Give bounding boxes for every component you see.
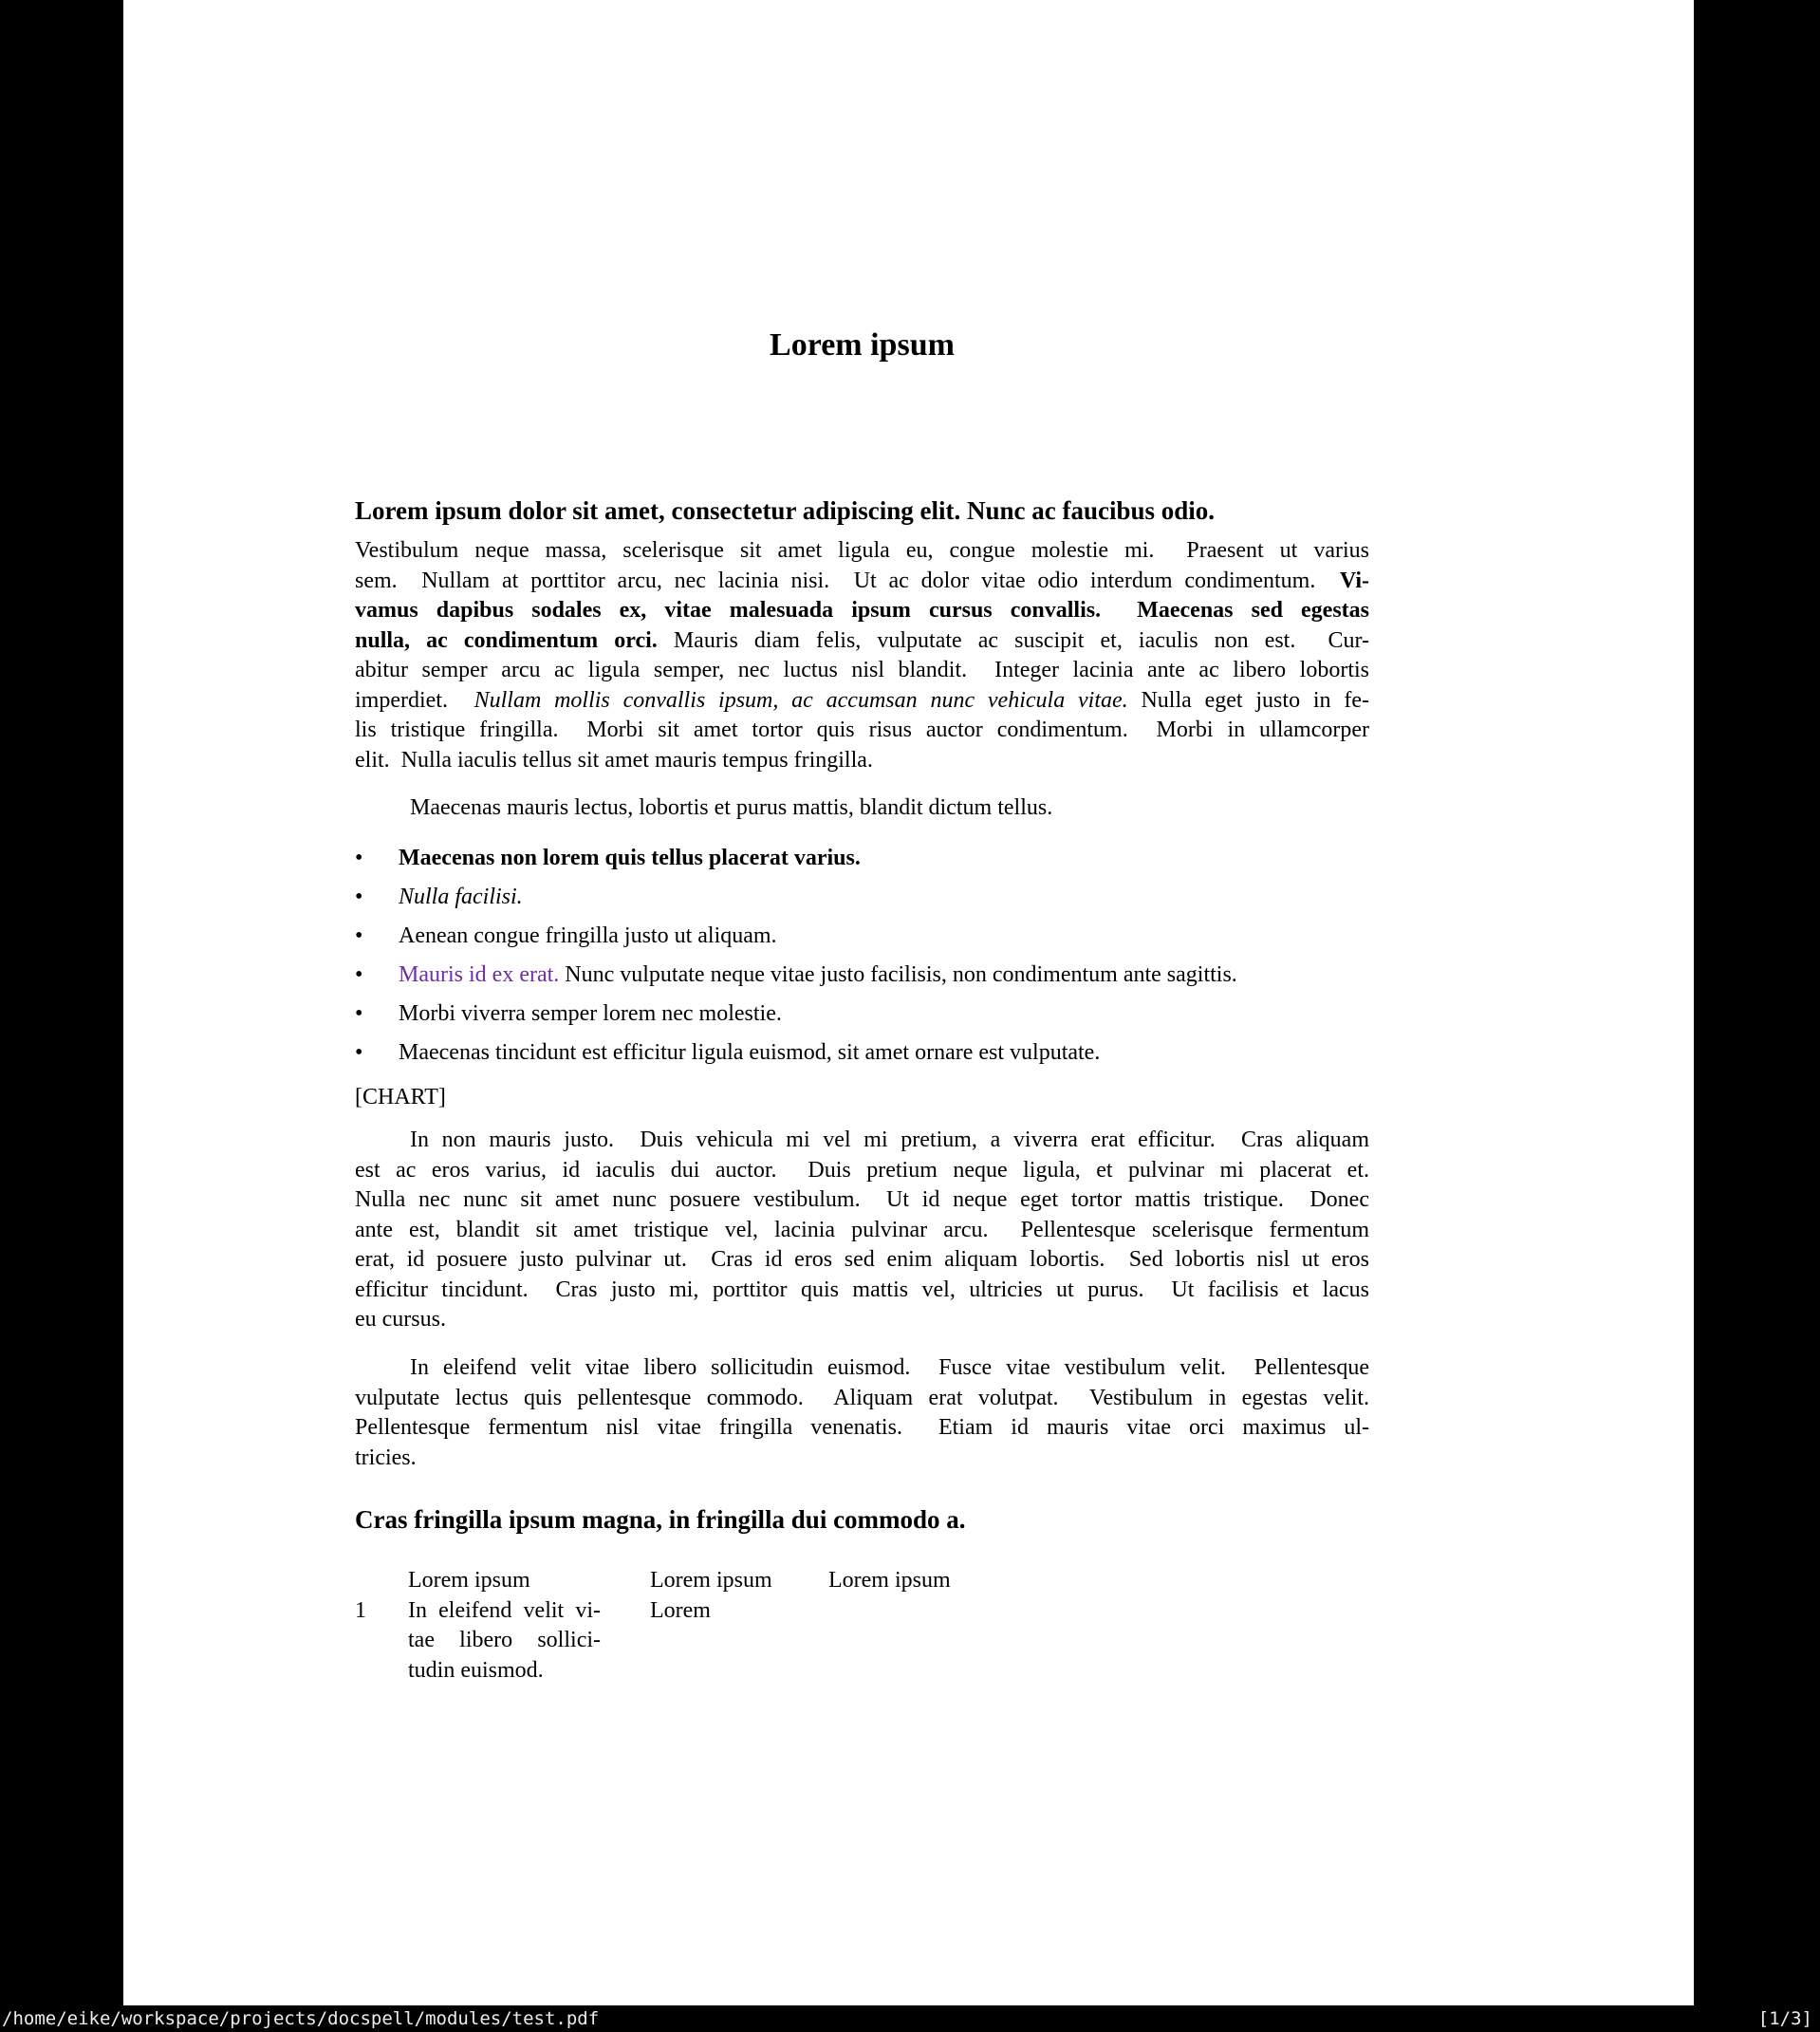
text-segment: imperdiet. [355, 687, 474, 713]
text-line: eu cursus. [355, 1307, 446, 1332]
text-line: tudin euismod. [408, 1657, 544, 1683]
text-line: lis tristique fringilla. Morbi sit amet tortor quis risus auctor condimentum. Morbi in ullamcorper [355, 718, 1369, 742]
text-segment: Nulla facilisi. [399, 885, 523, 909]
text-line: est ac eros varius, id iaculis dui auctor. Duis pretium neque ligula, et pulvinar mi placerat et. [355, 1157, 1369, 1183]
text-line: elit. Nulla iaculis tellus sit amet mauris tempus fringilla. [355, 747, 873, 773]
text-line: ante est, blandit sit amet tristique vel, lacinia pulvinar arcu. Pellentesque scelerisque fermentum [355, 1217, 1369, 1242]
bullet-list [355, 844, 1369, 1077]
text-segment: Nulla eget justo in fe- [1141, 687, 1369, 713]
text-segment: Mauris diam felis, vulputate ac suscipit et, iaculis non est. Cur- [673, 627, 1370, 653]
table-header-col4: Lorem ipsum [828, 1568, 951, 1593]
list-item [355, 960, 1369, 991]
table-cell-col4 [828, 1596, 1369, 1687]
paragraph-3 [355, 1353, 1369, 1473]
text-segment: Morbi viverra semper lorem nec molestie. [399, 1001, 782, 1026]
list-item-text [399, 1038, 1369, 1069]
document-title: Lorem ipsum [770, 327, 955, 363]
section-heading-1: Lorem ipsum dolor sit amet, consectetur adipiscing elit. Nunc ac faucibus odio. [355, 496, 1216, 525]
text-line: In eleifend velit vi- [408, 1597, 601, 1623]
text-line: efficitur tincidunt. Cras justo mi, porttitor quis mattis vel, ultricies ut purus. Ut facilisis et lacus [355, 1277, 1369, 1302]
text-line [355, 596, 1369, 626]
text-line: In non mauris justo. Duis vehicula mi vel mi pretium, a viverra erat efficitur. Cras aliquam [410, 1128, 1369, 1152]
text-segment: Nullam mollis convallis ipsum, ac accumsan nunc vehicula vitae. [474, 687, 1142, 713]
paragraph-2 [355, 1126, 1369, 1335]
text-line: Maecenas mauris lectus, lobortis et purus mattis, blandit dictum tellus. [410, 795, 1053, 820]
table-header-col3: Lorem ipsum [650, 1568, 772, 1593]
bullet-icon: • [355, 1001, 363, 1026]
text-line [355, 626, 1369, 657]
section-heading-2: Cras fringilla ipsum magna, in fringilla dui commodo a. [355, 1505, 966, 1534]
data-table [355, 1566, 1369, 1686]
list-item [355, 999, 1369, 1030]
text-line: tae libero sollici- [408, 1628, 601, 1652]
list-item [355, 922, 1369, 952]
list-item [355, 844, 1369, 874]
text-segment: Aenean congue fringilla justo ut aliquam. [399, 923, 777, 948]
table-header-col2: Lorem ipsum [408, 1568, 530, 1593]
text-line: vulputate lectus quis pellentesque commodo. Aliquam erat volutpat. Vestibulum in egestas velit. [355, 1385, 1369, 1410]
text-segment: Maecenas non lorem quis tellus placerat varius. [399, 846, 861, 870]
table-cell-col3: Lorem [650, 1597, 711, 1623]
table-row-number: 1 [355, 1597, 366, 1623]
text-segment: vamus dapibus sodales ex, vitae malesuada ipsum cursus convallis. Maecenas sed egestas [355, 598, 1369, 623]
list-item-text [399, 922, 1369, 952]
text-segment: nulla, ac condimentum orci. [355, 627, 674, 653]
indented-line [355, 793, 1369, 824]
text-segment: Maecenas tincidunt est efficitur ligula euismod, sit amet ornare est vulputate. [399, 1040, 1101, 1065]
document-page[interactable] [123, 0, 1694, 2005]
paragraph-1 [355, 536, 1369, 775]
chart-placeholder: [CHART] [355, 1085, 446, 1109]
statusbar-filepath: /home/eike/workspace/projects/docspell/modules/test.pdf [2, 2008, 600, 2029]
text-line: erat, id posuere justo pulvinar ut. Cras id eros sed enim aliquam lobortis. Sed lobortis nisl ut eros [355, 1247, 1369, 1272]
text-line: Nulla nec nunc sit amet nunc posuere vestibulum. Ut id neque eget tortor mattis tristique. Donec [355, 1187, 1369, 1212]
list-item [355, 1038, 1369, 1069]
pdf-link[interactable]: Mauris id ex erat. [399, 962, 560, 987]
list-item-text [399, 999, 1369, 1030]
text-line [355, 686, 1369, 717]
bullet-icon: • [355, 962, 363, 987]
text-line: Vestibulum neque massa, scelerisque sit amet ligula eu, congue molestie mi. Praesent ut varius [355, 538, 1369, 563]
list-item [355, 883, 1369, 913]
statusbar [0, 2005, 1820, 2032]
text-line: abitur semper arcu ac ligula semper, nec luctus nisl blandit. Integer lacinia ante ac libero lobortis [355, 658, 1369, 682]
bullet-icon: • [355, 846, 363, 870]
text-segment: sem. Nullam at porttitor arcu, nec lacinia nisi. Ut ac dolor vitae odio interdum condimentum. [355, 568, 1340, 593]
list-item-text [399, 883, 1369, 913]
text-line: tricies. [355, 1445, 417, 1470]
text-segment: Vi- [1339, 568, 1369, 593]
bullet-icon: • [355, 885, 363, 909]
list-item-text [399, 960, 1369, 991]
bullet-icon: • [355, 923, 363, 948]
text-line [355, 567, 1369, 597]
bullet-icon: • [355, 1040, 363, 1065]
statusbar-page-indicator: [1/3] [1757, 2008, 1812, 2029]
text-segment: Nunc vulputate neque vitae justo facilisis, non condimentum ante sagittis. [559, 962, 1237, 987]
table-cell-col2 [408, 1596, 650, 1687]
text-line: Pellentesque fermentum nisl vitae fringilla venenatis. Etiam id mauris vitae orci maximus ul- [355, 1415, 1369, 1440]
list-item-text [399, 844, 1369, 874]
table-header-empty [355, 1566, 408, 1596]
text-line: In eleifend velit vitae libero sollicitudin euismod. Fusce vitae vestibulum velit. Pellentesque [410, 1355, 1369, 1380]
